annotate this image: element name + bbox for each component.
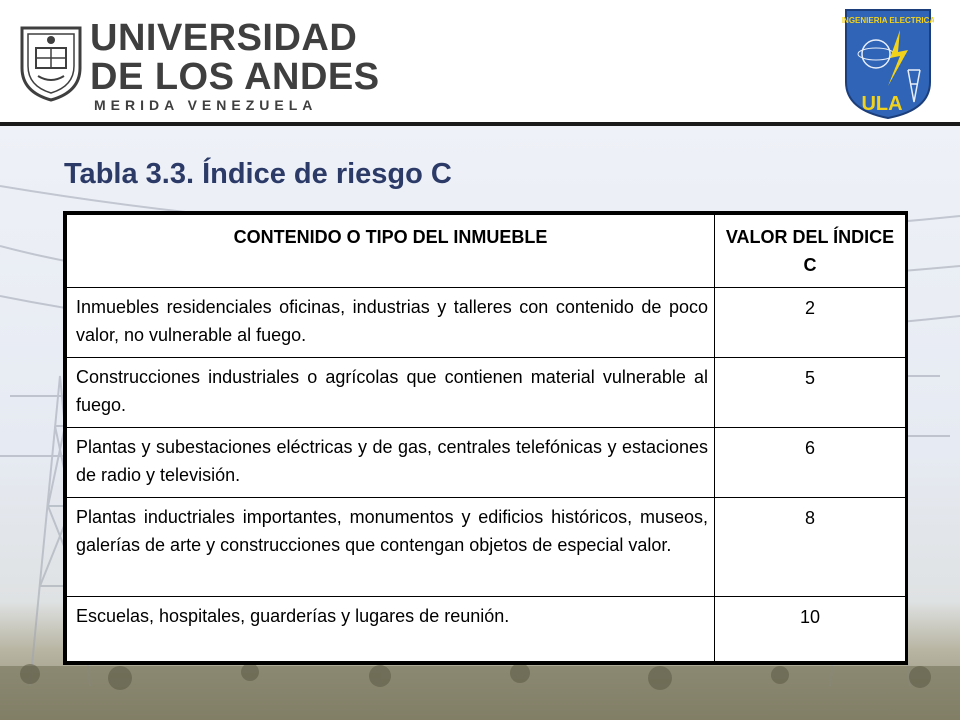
wordmark-line-2: DE LOS ANDES <box>90 56 380 98</box>
row-description: Inmuebles residenciales oficinas, industrias y talleres con contenido de poco valor, no vulnerable al fuego. <box>67 288 715 358</box>
table-row <box>67 428 906 498</box>
badge-bottom-text: ULA <box>861 93 903 115</box>
slide-title: Tabla 3.3. Índice de riesgo C <box>64 158 452 190</box>
wordmark-line-3: MERIDA VENEZUELA <box>94 97 318 113</box>
table-row <box>67 288 906 358</box>
wordmark-line-1: UNIVERSIDAD <box>90 17 358 59</box>
electrical-engineering-badge-icon <box>842 6 934 120</box>
row-value: 8 <box>715 498 906 597</box>
table-header-row <box>67 215 906 288</box>
row-description: Construcciones industriales o agrícolas que contienen material vulnerable al fuego. <box>67 358 715 428</box>
row-value: 5 <box>715 358 906 428</box>
university-wordmark <box>90 18 380 114</box>
row-value: 6 <box>715 428 906 498</box>
risk-index-table <box>63 211 908 665</box>
row-value: 10 <box>715 597 906 662</box>
row-description: Plantas inductriales importantes, monumentos y edificios históricos, museos, galerías de arte y construcciones que contengan objetos de especial valor. <box>67 498 715 597</box>
row-description: Escuelas, hospitales, guarderías y lugares de reunión. <box>67 597 715 662</box>
table-row <box>67 358 906 428</box>
table-row <box>67 498 906 597</box>
badge-top-text: INGENIERIA ELECTRICA <box>842 16 934 25</box>
column-header-value: VALOR DEL ÍNDICE C <box>715 215 906 288</box>
row-description: Plantas y subestaciones eléctricas y de gas, centrales telefónicas y estaciones de radio y televisión. <box>67 428 715 498</box>
university-seal-icon <box>14 18 88 102</box>
column-header-content: CONTENIDO O TIPO DEL INMUEBLE <box>67 215 715 288</box>
header-divider <box>0 122 960 126</box>
row-value: 2 <box>715 288 906 358</box>
table-row <box>67 597 906 662</box>
slide-header <box>0 0 960 124</box>
